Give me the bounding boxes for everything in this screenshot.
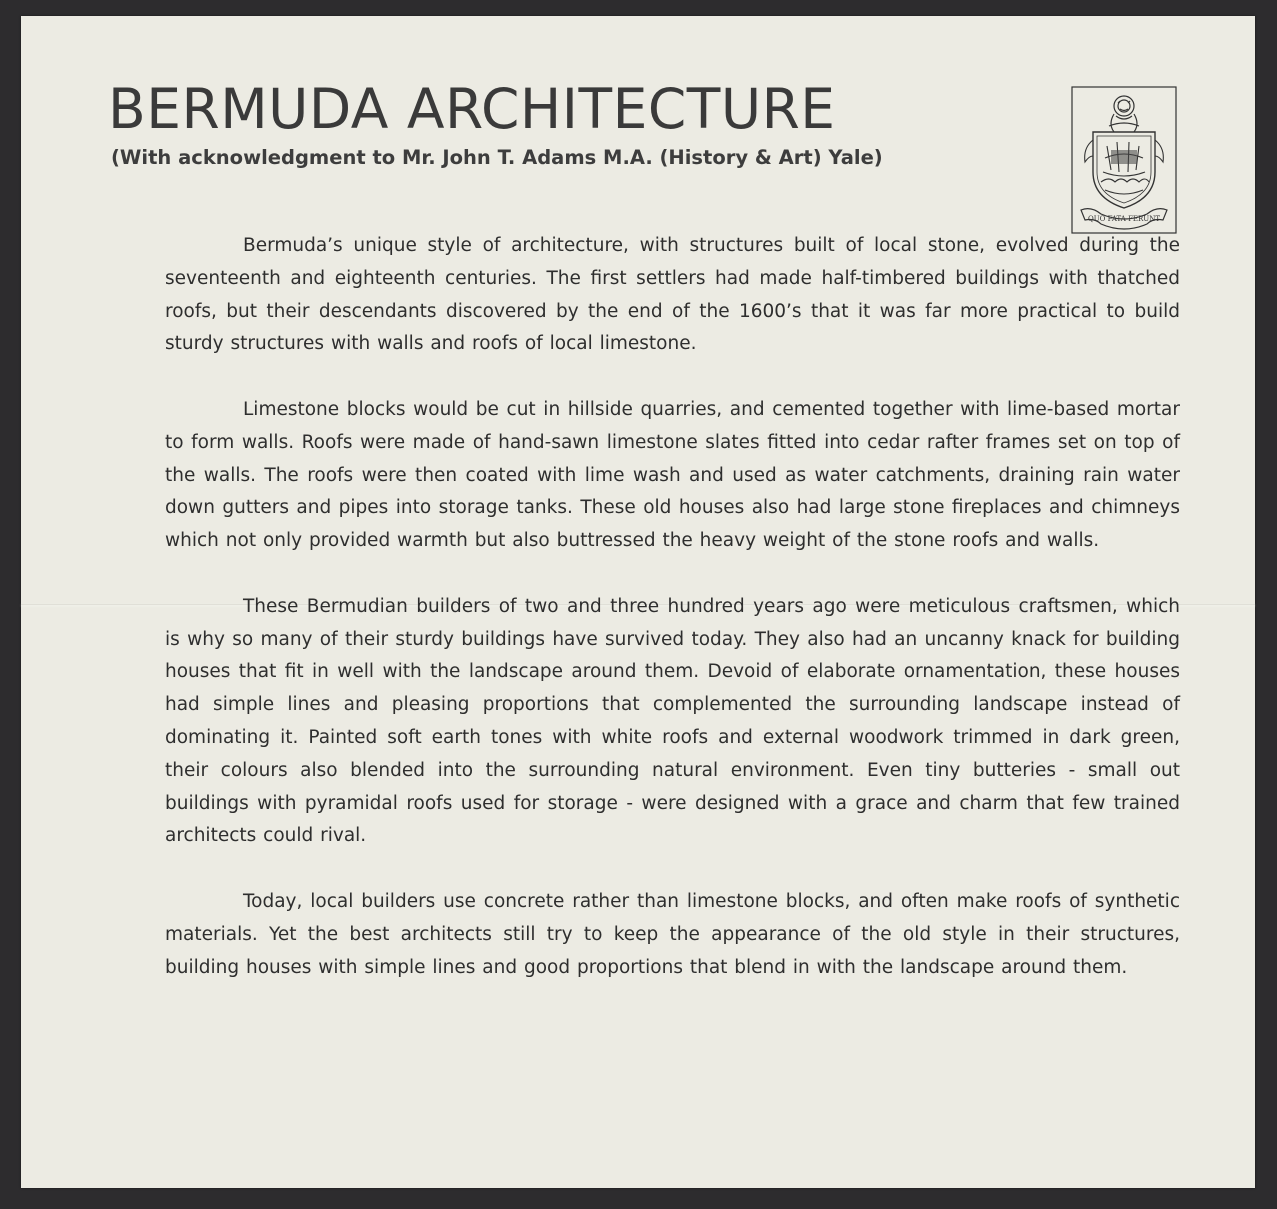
crest-motto: QUO FATA FERUNT [1087, 215, 1161, 223]
document-body [165, 230, 1180, 984]
paragraph-1: Bermuda’s unique style of architecture, with structures built of local stone, evolved during the seventeenth and eighteenth centuries. The first settlers had made half-timbered buildings with thatched roofs, but their descendants discovered by the end of the 1600’s that it was far more practical to build sturdy structures with walls and roofs of local limestone. [165, 235, 1180, 355]
paragraph-3: These Bermudian builders of two and three hundred years ago were meticulous craftsmen, which is why so many of their sturdy buildings have survived today. They also had an uncanny knack for building houses that fit in well with the landscape around them. Devoid of elaborate ornamentation, these houses had simple lines and pleasing proportions that complemented the surrounding landscape instead of dominating it. Painted soft earth tones with white roofs and external woodwork trimmed in dark green, their colours also blended into the surrounding natural environment. Even tiny butteries - small out buildings with pyramidal roofs used for storage - were designed with a grace and charm that few trained architects could rival. [165, 595, 1180, 847]
paragraph-2: Limestone blocks would be cut in hillside quarries, and cemented together with lime-based mortar to form walls. Roofs were made of hand-sawn limestone slates fitted into cedar rafter frames set on top of the walls. The roofs were then coated with lime wash and used as water catchments, draining rain water down gutters and pipes into storage tanks. These old houses also had large stone fireplaces and chimneys which not only provided warmth but also buttressed the heavy weight of the stone roofs and walls. [165, 398, 1180, 552]
document-subtitle: (With acknowledgment to Mr. John T. Adams M.A. (History & Art) Yale) [111, 146, 883, 169]
document-sheet [21, 16, 1255, 1188]
bermuda-coat-of-arms-icon [1071, 86, 1177, 234]
document-title: BERMUDA ARCHITECTURE [108, 77, 836, 141]
shield-icon [1085, 132, 1164, 208]
lion-icon [1109, 96, 1139, 132]
motto-scroll [1081, 209, 1167, 229]
paragraph-4: Today, local builders use concrete rather than limestone blocks, and often make roofs of synthetic materials. Yet the best architects still try to keep the appearance of the old style in their structures, building houses with simple lines and good proportions that blend in with the landscape around them. [165, 890, 1180, 978]
